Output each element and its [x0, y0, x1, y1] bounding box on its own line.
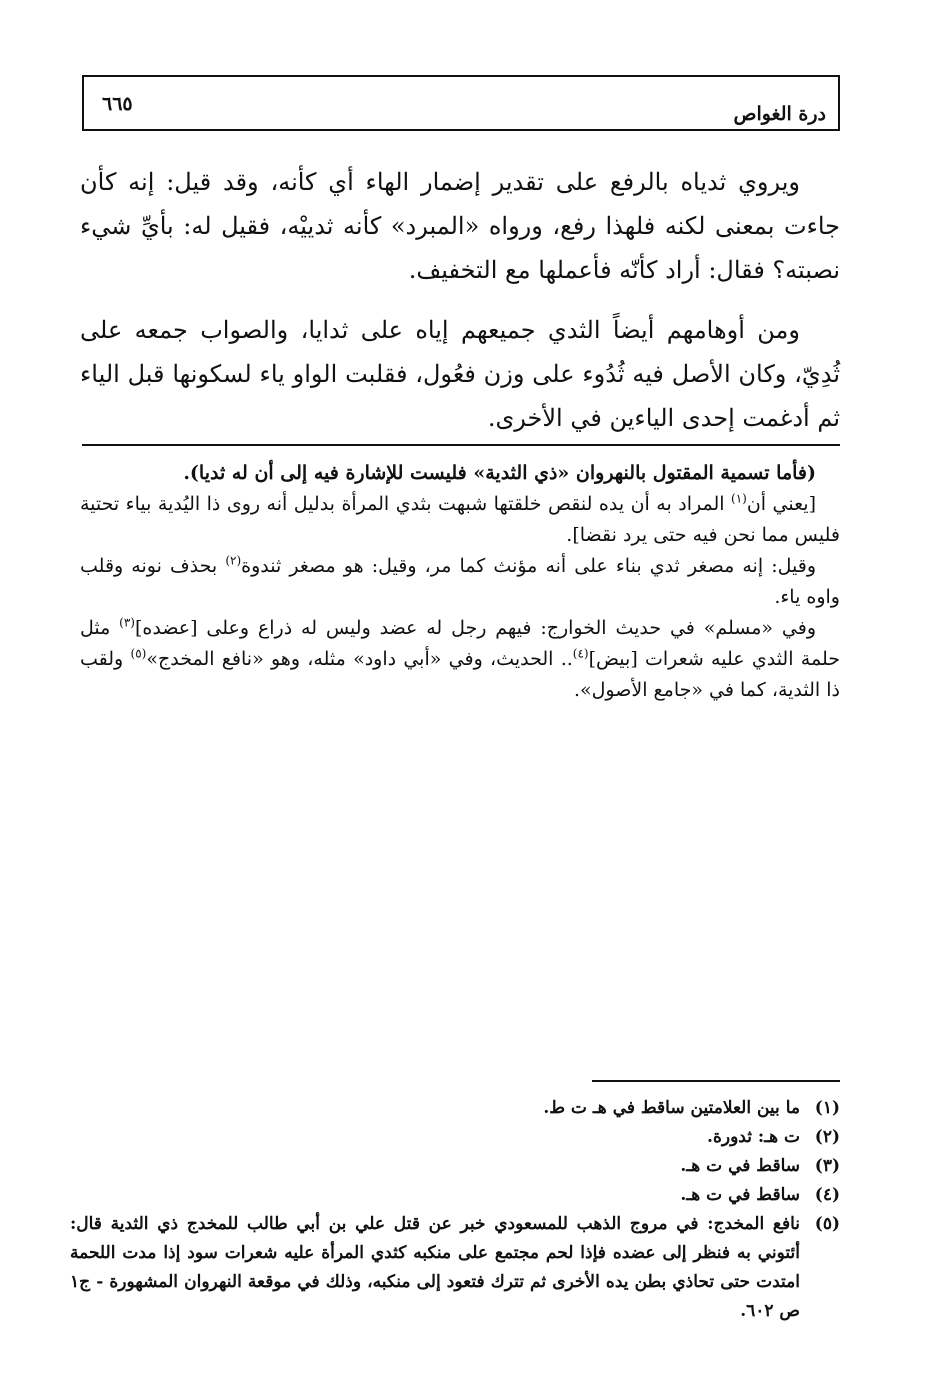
commentary-paragraph: [80, 613, 840, 706]
footnote-text: نافع المخدج: في مروج الذهب للمسعودي خبر عن قتل علي بن أبي طالب للمخدج ذي الثدية قال: أئتوني به فنظر إلى عضده فإذا لحم مجتمع على منكبه كثدي المرأة عليه شعرات سود إذا مدت اللحمة امتدت حتى تحاذي بطن يده الأخرى ثم تترك فتعود إلى منكبه، وذلك في موقعة النهروان المشهورة - ج١ ص ٦٠٢.: [70, 1214, 800, 1321]
footnote-text: ساقط في ت هـ.: [680, 1156, 800, 1176]
commentary-paragraph: [80, 551, 840, 613]
footnote-ref: (٢): [225, 553, 242, 568]
page-number: ٦٦٥: [102, 93, 133, 115]
text-commentary-divider: [82, 444, 840, 446]
commentary-text: ولقب ذا الثدية، كما في «جامع الأصول».: [80, 648, 840, 701]
footnote-number: (٢): [814, 1127, 840, 1147]
footnote-item: [70, 1152, 840, 1181]
footnote-item: [70, 1181, 840, 1210]
main-paragraph: ومن أوهامهم أيضاً الثدي جميعهم إياه على ثدايا، والصواب جمعه على ثُدِيّ، وكان الأصل فيه ثُدُوء على وزن فعُول، فقلبت الواو ياء لسكونها قبل الياء ثم أدغمت إحدى الياءين في الأخرى.: [80, 316, 840, 432]
main-paragraph: ويروي ثدياه بالرفع على تقدير إضمار الهاء أي كأنه، وقد قيل: إنه كأن جاءت بمعنى لكنه فلهذا رفع، ورواه «المبرد» كأنه ثدييْه، فقيل له: بأيِّ شيء نصبته؟ فقال: أراد كأنّه فأعملها مع التخفيف.: [80, 168, 840, 284]
commentary-text: وفي «مسلم» في حديث الخوارج: فيهم رجل له عضد وليس له ذراع وعلى [عضده]: [134, 617, 816, 639]
footnote-item: [70, 1210, 840, 1326]
footnote-ref: (١): [731, 491, 747, 506]
commentary-heading: (فأما تسمية المقتول بالنهروان «ذي الثدية» فليست للإشارة فيه إلى أن له ثديا).: [183, 462, 816, 484]
running-header: [82, 75, 840, 131]
commentary-section: [80, 458, 840, 706]
footnote-text: ت هـ: ثدورة.: [707, 1127, 800, 1147]
footnote-ref: (٣): [119, 615, 135, 630]
footnote-number: (٣): [814, 1156, 840, 1176]
footnote-ref: (٤): [572, 646, 589, 661]
book-title: درة الغواص: [733, 103, 826, 125]
footnote-item: [70, 1094, 840, 1123]
footnote-ref: (٥): [130, 646, 147, 661]
footnote-text: ساقط في ت هـ.: [680, 1185, 800, 1205]
footnote-number: (١): [814, 1098, 840, 1118]
commentary-paragraph: [80, 489, 840, 551]
footnote-divider: [592, 1080, 840, 1082]
main-text: [80, 160, 840, 456]
footnote-number: (٤): [814, 1185, 840, 1205]
commentary-text: [يعني أن: [746, 493, 816, 515]
commentary-text: مثل حلمة الثدي عليه شعرات [بيض]: [80, 617, 840, 670]
footnotes: [70, 1094, 840, 1326]
footnote-item: [70, 1123, 840, 1152]
commentary-text: المراد به أن يده لنقص خلقتها شبهت بثدي المرأة بدليل أنه روى ذا اليُدية بياء تحتية فليس مما نحن فيه حتى يرد نقضا].: [80, 493, 840, 546]
commentary-text: وقيل: إنه مصغر ثدي بناء على أنه مؤنث كما مر، وقيل: هو مصغر ثندوة: [241, 555, 816, 577]
footnote-number: (٥): [814, 1214, 840, 1234]
footnote-text: ما بين العلامتين ساقط في هـ ت ط.: [543, 1098, 800, 1118]
commentary-text: بحذف نونه وقلب واوه ياء.: [80, 555, 840, 608]
commentary-text: .. الحديث، وفي «أبي داود» مثله، وهو «نافع المخدج»: [146, 648, 573, 670]
